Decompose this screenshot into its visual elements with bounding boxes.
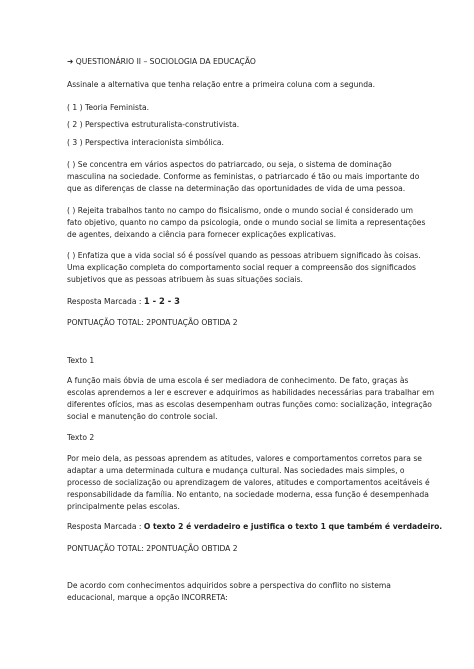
q3-line-2: educacional, marque a opção INCORRETA: bbox=[67, 593, 228, 602]
statement-3-line-2: Uma explicação completa do comportamento social requer a compreensão dos significados bbox=[67, 263, 417, 272]
statement-2-line-2: fato objetivo, quanto no campo da psicologia, onde o mundo social se limita a representações bbox=[67, 218, 426, 227]
option-1: ( 1 ) Teoria Feminista. bbox=[67, 103, 150, 112]
statement-1-line-2: masculina na sociedade. Conforme as feministas, o patriarcado é tão ou mais importante do bbox=[67, 172, 420, 181]
q2-answer bbox=[67, 521, 442, 533]
q2-answer-value: O texto 2 é verdadeiro e justifica o texto 1 que também é verdadeiro. bbox=[143, 522, 443, 531]
q2-answer-label: Resposta Marcada : bbox=[67, 522, 142, 531]
texto1-line-4: social e manutenção do controle social. bbox=[67, 412, 218, 421]
texto2-line-2: adaptar a uma determinada cultura e mudança cultural. Nas sociedades mais simples, o bbox=[67, 466, 405, 475]
q1-answer-value: 1 - 2 - 3 bbox=[143, 296, 180, 306]
instruction-text: Assinale a alternativa que tenha relação entre a primeira coluna com a segunda. bbox=[67, 80, 376, 89]
texto2-line-5: principalmente pelas escolas. bbox=[67, 502, 180, 511]
q2-score: PONTUAÇÃO TOTAL: 2PONTUAÇÃO OBTIDA 2 bbox=[67, 544, 238, 553]
statement-1-line-1: ( ) Se concentra em vários aspectos do patriarcado, ou seja, o sistema de dominação bbox=[67, 160, 392, 169]
q1-score: PONTUAÇÃO TOTAL: 2PONTUAÇÃO OBTIDA 2 bbox=[67, 318, 238, 327]
texto2-heading: Texto 2 bbox=[67, 433, 95, 442]
q1-answer-label: Resposta Marcada : bbox=[67, 297, 142, 306]
statement-3-line-3: subjetivos que as pessoas atribuem às suas situações sociais. bbox=[67, 275, 303, 284]
texto1-line-3: diferentes ofícios, mas as escolas desempenham outras funções como: socialização, integração bbox=[67, 400, 432, 409]
statement-1-line-3: que as diferenças de classe na determinação das oportunidades de vida de uma pessoa. bbox=[67, 184, 406, 193]
texto2-line-4: responsabilidade da família. No entanto, na sociedade moderna, essa função é desempenhada bbox=[67, 490, 429, 499]
statement-3-line-1: ( ) Enfatiza que a vida social só é possível quando as pessoas atribuem significado às coisas. bbox=[67, 251, 421, 260]
texto2-line-3: processo de socialização ou aprendizagem de valores, atitudes e comportamentos aceitáveis é bbox=[67, 478, 430, 487]
statement-2-line-1: ( ) Rejeita trabalhos tanto no campo do fisicalismo, onde o mundo social é considerado um bbox=[67, 206, 414, 215]
option-3: ( 3 ) Perspectiva interacionista simbólica. bbox=[67, 138, 224, 147]
texto1-heading: Texto 1 bbox=[67, 356, 95, 365]
q3-line-1: De acordo com conhecimentos adquiridos sobre a perspectiva do conflito no sistema bbox=[67, 581, 391, 590]
texto2-line-1: Por meio dela, as pessoas aprendem as atitudes, valores e comportamentos corretos para se bbox=[67, 454, 422, 463]
option-2: ( 2 ) Perspectiva estruturalista-construtivista. bbox=[67, 120, 240, 129]
statement-2-line-3: de agentes, deixando a ciência para fornecer explicações explicativas. bbox=[67, 230, 337, 239]
q1-answer bbox=[67, 295, 180, 308]
questionnaire-title: ➜ QUESTIONÁRIO II – SOCIOLOGIA DA EDUCAÇÃO bbox=[67, 57, 256, 66]
texto1-line-2: escolas aprendemos a ler e escrever e adquirimos as habilidades necessárias para trabalhar em bbox=[67, 388, 435, 397]
texto1-line-1: A função mais óbvia de uma escola é ser mediadora de conhecimento. De fato, graças às bbox=[67, 376, 409, 385]
